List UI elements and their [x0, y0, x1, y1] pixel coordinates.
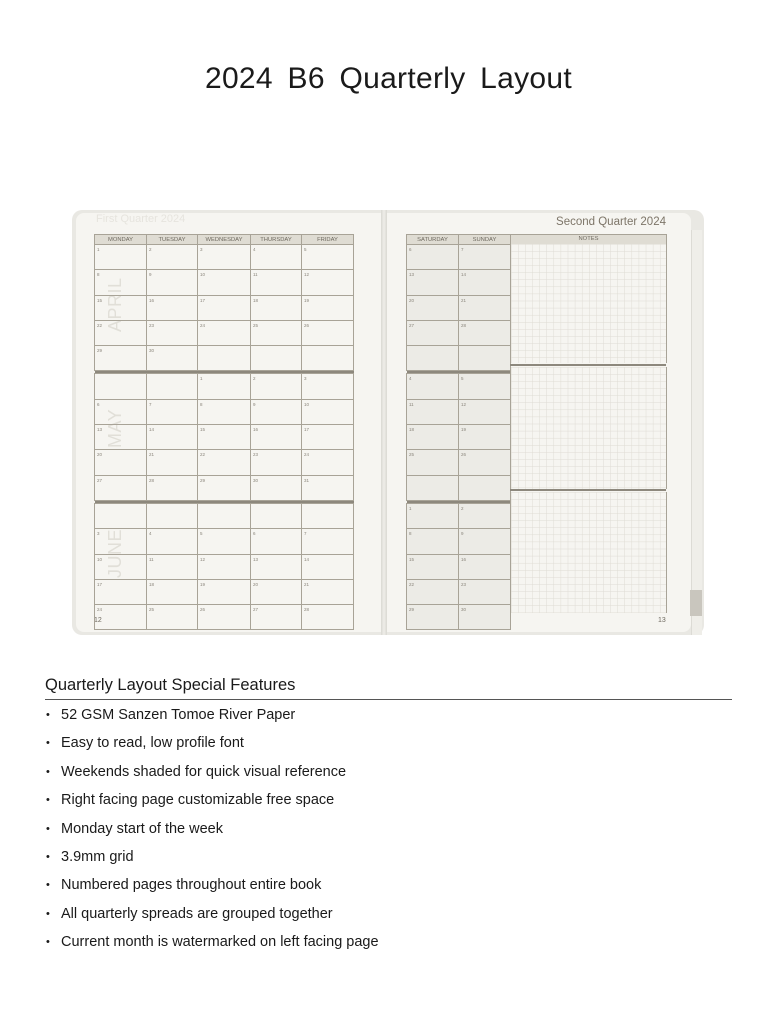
- day-cell: [251, 399, 302, 424]
- feature-item: • Numbered pages throughout entire book: [45, 875, 379, 903]
- day-cell: [95, 320, 147, 345]
- date-number: 13: [97, 427, 103, 433]
- day-cell: [147, 475, 198, 500]
- day-cell: [198, 579, 251, 604]
- date-number: 6: [97, 401, 100, 407]
- date-number: 23: [253, 452, 259, 458]
- day-cell: [459, 554, 511, 579]
- day-cell: [95, 425, 147, 450]
- week-row: [95, 374, 354, 399]
- day-cell: [251, 425, 302, 450]
- day-cell: [302, 475, 354, 500]
- date-number: 2: [461, 505, 464, 511]
- date-number: 9: [149, 272, 152, 278]
- features-title: Quarterly Layout Special Features: [45, 676, 296, 694]
- date-number: 7: [461, 247, 464, 252]
- date-number: 30: [149, 348, 155, 354]
- day-cell: [147, 245, 198, 270]
- date-number: 29: [97, 348, 103, 354]
- day-cell: [302, 554, 354, 579]
- week-row: [95, 270, 354, 295]
- date-number: 11: [149, 556, 154, 562]
- day-cell: [198, 374, 251, 399]
- date-number: 8: [409, 531, 412, 537]
- date-number: 4: [409, 376, 412, 382]
- feature-item: • 52 GSM Sanzen Tomoe River Paper: [45, 705, 379, 733]
- day-header: THURSDAY: [251, 235, 302, 245]
- week-row: [95, 295, 354, 320]
- date-number: 2: [253, 376, 256, 382]
- date-number: 12: [461, 401, 467, 407]
- feature-item: • Weekends shaded for quick visual reference: [45, 762, 379, 790]
- week-row: [407, 554, 511, 579]
- day-cell: [302, 270, 354, 295]
- quarter-title: Second Quarter 2024: [556, 216, 666, 228]
- day-cell: [198, 475, 251, 500]
- date-number: 30: [461, 607, 467, 613]
- day-cell: [407, 245, 459, 270]
- day-cell: [198, 295, 251, 320]
- day-cell: [407, 374, 459, 399]
- date-number: 14: [304, 556, 310, 562]
- week-row: [95, 529, 354, 554]
- day-cell: [147, 346, 198, 371]
- date-number: 27: [97, 477, 103, 483]
- day-cell: [198, 503, 251, 528]
- day-cell: [302, 529, 354, 554]
- day-cell: [407, 579, 459, 604]
- date-number: 25: [409, 452, 415, 458]
- day-cell: [407, 270, 459, 295]
- date-number: 13: [253, 556, 259, 562]
- day-cell: [95, 554, 147, 579]
- week-row: [95, 475, 354, 500]
- day-header: WEDNESDAY: [198, 235, 251, 245]
- date-number: 23: [461, 581, 467, 587]
- date-number: 24: [97, 607, 103, 613]
- date-number: 28: [304, 607, 310, 613]
- day-cell: [147, 579, 198, 604]
- date-number: 24: [200, 322, 206, 328]
- date-number: 18: [253, 297, 259, 303]
- date-number: 22: [409, 581, 415, 587]
- day-cell: [302, 579, 354, 604]
- date-number: 26: [461, 452, 467, 458]
- day-cell: [251, 503, 302, 528]
- date-number: 12: [304, 272, 310, 278]
- date-number: 25: [149, 607, 155, 613]
- day-cell: [251, 554, 302, 579]
- day-cell: [407, 399, 459, 424]
- date-number: 15: [200, 427, 206, 433]
- date-number: 14: [149, 427, 155, 433]
- date-number: 7: [304, 531, 307, 537]
- day-cell: [95, 374, 147, 399]
- date-number: 1: [200, 376, 203, 382]
- date-number: 10: [304, 401, 310, 407]
- day-cell: [147, 399, 198, 424]
- day-cell: [302, 320, 354, 345]
- date-number: 13: [409, 272, 415, 278]
- date-number: 18: [149, 581, 155, 587]
- day-cell: [407, 475, 459, 500]
- day-cell: [459, 320, 511, 345]
- day-cell: [95, 475, 147, 500]
- day-cell: [459, 605, 511, 630]
- date-number: 26: [304, 322, 310, 328]
- day-cell: [147, 270, 198, 295]
- week-row: [407, 399, 511, 424]
- week-row: [95, 346, 354, 371]
- date-number: 25: [253, 322, 259, 328]
- day-cell: [407, 346, 459, 371]
- date-number: 4: [253, 247, 256, 252]
- day-cell: [198, 554, 251, 579]
- date-number: 17: [97, 581, 103, 587]
- date-number: 8: [200, 401, 203, 407]
- day-cell: [407, 605, 459, 630]
- date-number: 5: [200, 531, 203, 537]
- date-number: 3: [304, 376, 307, 382]
- date-number: 24: [304, 452, 310, 458]
- day-cell: [302, 605, 354, 630]
- day-cell: [198, 425, 251, 450]
- week-row: [95, 503, 354, 528]
- date-number: 18: [409, 427, 415, 433]
- day-cell: [198, 320, 251, 345]
- week-row: [407, 320, 511, 345]
- day-cell: [459, 425, 511, 450]
- day-header: MONDAY: [95, 235, 147, 245]
- feature-item: • All quarterly spreads are grouped together: [45, 904, 379, 932]
- day-cell: [95, 346, 147, 371]
- date-number: 17: [304, 427, 310, 433]
- date-number: 29: [409, 607, 415, 613]
- date-number: 20: [409, 297, 415, 303]
- day-cell: [147, 320, 198, 345]
- day-cell: [302, 425, 354, 450]
- day-cell: [459, 450, 511, 475]
- date-number: 2: [149, 247, 152, 252]
- day-cell: [198, 399, 251, 424]
- week-row: [407, 503, 511, 528]
- right-page-number: 13: [658, 617, 666, 624]
- date-number: 29: [200, 477, 206, 483]
- page-edge-tabs: [691, 230, 702, 635]
- day-cell: [251, 374, 302, 399]
- day-cell: [251, 270, 302, 295]
- day-header: TUESDAY: [147, 235, 198, 245]
- date-number: 6: [409, 247, 412, 252]
- day-cell: [251, 320, 302, 345]
- day-cell: [251, 346, 302, 371]
- date-number: 1: [409, 505, 412, 511]
- day-header: SUNDAY: [459, 235, 511, 245]
- notes-grid-may: [510, 367, 667, 489]
- week-row: [95, 425, 354, 450]
- day-cell: [459, 503, 511, 528]
- notes-grid-april: [510, 244, 667, 363]
- date-number: 19: [200, 581, 206, 587]
- week-row: [407, 579, 511, 604]
- date-number: 21: [461, 297, 467, 303]
- week-row: [407, 529, 511, 554]
- day-cell: [198, 245, 251, 270]
- day-cell: [147, 503, 198, 528]
- page-title: 2024 B6 Quarterly Layout: [204, 62, 573, 96]
- day-cell: [459, 270, 511, 295]
- week-row: [407, 425, 511, 450]
- day-cell: [302, 295, 354, 320]
- day-cell: [407, 295, 459, 320]
- day-cell: [407, 450, 459, 475]
- watermark-april: APRIL: [105, 277, 125, 332]
- quarter-tab-marker: [690, 590, 702, 616]
- day-cell: [95, 605, 147, 630]
- week-row: [95, 605, 354, 630]
- watermark-june: JUNE: [105, 528, 125, 578]
- day-cell: [95, 399, 147, 424]
- day-cell: [251, 579, 302, 604]
- day-cell: [302, 450, 354, 475]
- day-cell: [459, 529, 511, 554]
- feature-item: • Easy to read, low profile font: [45, 733, 379, 761]
- day-cell: [459, 295, 511, 320]
- week-row: [407, 245, 511, 270]
- day-header: FRIDAY: [302, 235, 354, 245]
- feature-item: • Current month is watermarked on left facing page: [45, 932, 379, 960]
- date-number: 15: [97, 297, 103, 303]
- week-row: [95, 245, 354, 270]
- date-number: 30: [253, 477, 259, 483]
- date-number: 1: [97, 247, 100, 252]
- day-cell: [407, 425, 459, 450]
- feature-item: • 3.9mm grid: [45, 847, 379, 875]
- date-number: 3: [200, 247, 203, 252]
- day-cell: [95, 450, 147, 475]
- day-cell: [459, 245, 511, 270]
- day-cell: [302, 346, 354, 371]
- day-cell: [407, 529, 459, 554]
- day-cell: [302, 245, 354, 270]
- day-cell: [459, 374, 511, 399]
- date-number: 9: [253, 401, 256, 407]
- date-number: 22: [200, 452, 206, 458]
- week-row: [407, 475, 511, 500]
- features-list: [45, 705, 379, 961]
- day-cell: [459, 346, 511, 371]
- features-divider: [45, 699, 732, 700]
- day-cell: [147, 425, 198, 450]
- date-number: 26: [200, 607, 206, 613]
- date-number: 11: [253, 272, 258, 278]
- date-number: 19: [461, 427, 467, 433]
- date-number: 28: [149, 477, 155, 483]
- day-cell: [198, 450, 251, 475]
- week-row: [407, 270, 511, 295]
- day-cell: [251, 529, 302, 554]
- day-header: SATURDAY: [407, 235, 459, 245]
- day-cell: [251, 605, 302, 630]
- date-number: 27: [253, 607, 259, 613]
- date-number: 20: [97, 452, 103, 458]
- feature-item: • Right facing page customizable free space: [45, 790, 379, 818]
- date-number: 5: [461, 376, 464, 382]
- notes-divider: [510, 489, 666, 491]
- date-number: 17: [200, 297, 206, 303]
- day-cell: [95, 579, 147, 604]
- right-calendar-grid: [406, 234, 511, 630]
- day-cell: [147, 374, 198, 399]
- week-row: [407, 374, 511, 399]
- day-cell: [251, 450, 302, 475]
- date-number: 9: [461, 531, 464, 537]
- week-row: [95, 554, 354, 579]
- day-cell: [147, 554, 198, 579]
- date-number: 12: [200, 556, 206, 562]
- left-page-number: 12: [94, 617, 102, 624]
- week-row: [95, 399, 354, 424]
- left-page-ghost-title: First Quarter 2024: [96, 213, 186, 225]
- week-row: [407, 346, 511, 371]
- day-cell: [251, 295, 302, 320]
- book-spine: [381, 210, 387, 635]
- date-number: 14: [461, 272, 467, 278]
- day-cell: [302, 374, 354, 399]
- day-cell: [147, 529, 198, 554]
- date-number: 16: [253, 427, 259, 433]
- date-number: 8: [97, 272, 100, 278]
- date-number: 4: [149, 531, 152, 537]
- day-cell: [198, 605, 251, 630]
- day-cell: [407, 554, 459, 579]
- date-number: 23: [149, 322, 155, 328]
- day-cell: [407, 320, 459, 345]
- watermark-may: MAY: [105, 408, 125, 448]
- notes-grid-june: [510, 492, 667, 613]
- date-number: 28: [461, 322, 467, 328]
- day-cell: [198, 270, 251, 295]
- day-cell: [147, 605, 198, 630]
- date-number: 19: [304, 297, 310, 303]
- day-cell: [95, 529, 147, 554]
- date-number: 10: [200, 272, 206, 278]
- notes-header: NOTES: [510, 234, 667, 245]
- date-number: 15: [409, 556, 415, 562]
- date-number: 16: [149, 297, 155, 303]
- day-cell: [198, 529, 251, 554]
- day-cell: [251, 475, 302, 500]
- notes-divider: [510, 364, 666, 366]
- date-number: 27: [409, 322, 415, 328]
- day-cell: [459, 475, 511, 500]
- week-row: [407, 295, 511, 320]
- date-number: 10: [97, 556, 103, 562]
- day-cell: [459, 579, 511, 604]
- day-cell: [95, 503, 147, 528]
- week-row: [95, 579, 354, 604]
- feature-item: • Monday start of the week: [45, 819, 379, 847]
- date-number: 3: [97, 531, 100, 537]
- date-number: 5: [304, 247, 307, 252]
- date-number: 22: [97, 322, 103, 328]
- date-number: 20: [253, 581, 259, 587]
- day-cell: [95, 295, 147, 320]
- day-cell: [198, 346, 251, 371]
- day-cell: [147, 295, 198, 320]
- date-number: 21: [149, 452, 155, 458]
- day-cell: [95, 270, 147, 295]
- day-cell: [251, 245, 302, 270]
- day-cell: [147, 450, 198, 475]
- date-number: 11: [409, 401, 414, 407]
- date-number: 21: [304, 581, 310, 587]
- date-number: 6: [253, 531, 256, 537]
- date-number: 7: [149, 401, 152, 407]
- day-cell: [302, 503, 354, 528]
- day-cell: [459, 399, 511, 424]
- week-row: [95, 450, 354, 475]
- day-cell: [302, 399, 354, 424]
- day-cell: [407, 503, 459, 528]
- week-row: [95, 320, 354, 345]
- date-number: 16: [461, 556, 467, 562]
- left-calendar-grid: [94, 234, 354, 630]
- week-row: [407, 605, 511, 630]
- date-number: 31: [304, 477, 310, 483]
- week-row: [407, 450, 511, 475]
- day-cell: [95, 245, 147, 270]
